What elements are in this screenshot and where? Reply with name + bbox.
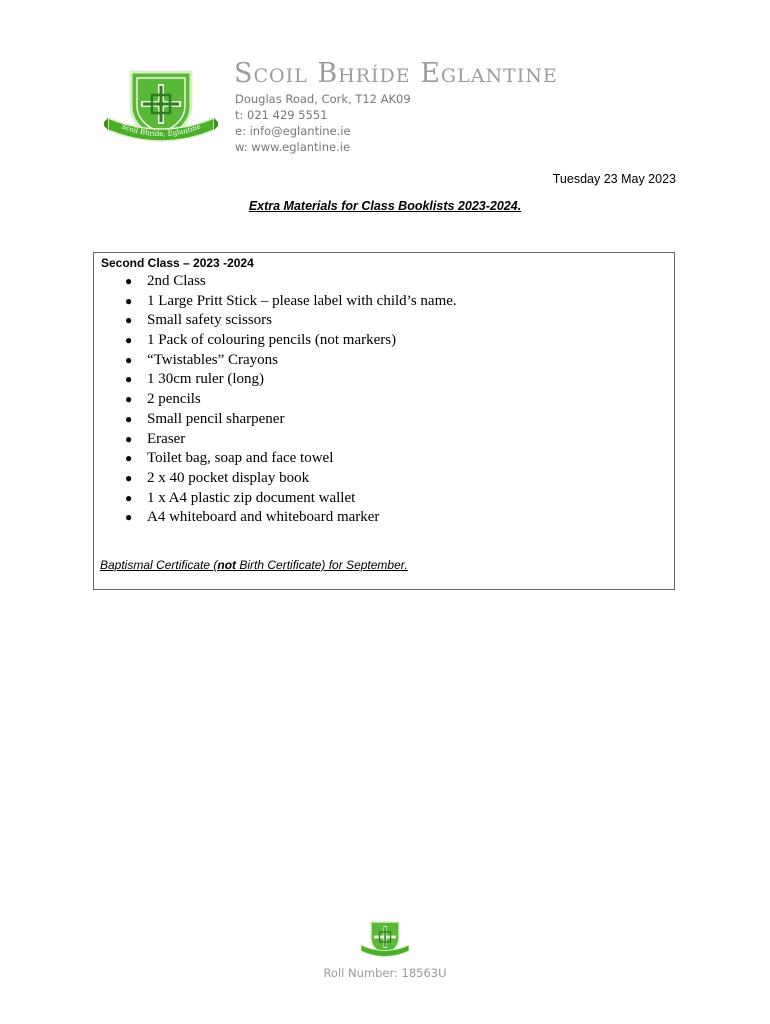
roll-number: Roll Number: 18563U [323,966,447,980]
list-item: ● 1 30cm ruler (long) [94,370,457,390]
list-item: ● “Twistables” Crayons [94,351,457,371]
bullet-icon: ● [125,431,133,446]
contact-block [235,91,411,155]
bullet-icon: ● [125,352,133,367]
email: e: info@eglantine.ie [235,124,351,138]
bullet-icon: ● [125,392,133,407]
bullet-icon: ● [125,293,133,308]
class-heading: Second Class – 2023 -2024 [101,256,254,270]
list-item: ● Eraser [94,430,457,450]
bullet-icon: ● [125,510,133,525]
bullet-icon: ● [125,274,133,288]
bullet-icon: ● [125,372,133,387]
bullet-icon: ● [125,490,133,505]
bullet-icon: ● [125,451,133,466]
letter-date: Tuesday 23 May 2023 [552,172,676,186]
list-item: ● 2nd Class [94,272,457,292]
list-item: ● 2 x 40 pocket display book [94,469,457,489]
list-item: ● A4 whiteboard and whiteboard marker [94,508,457,528]
website: w: www.eglantine.ie [235,140,351,154]
list-item: ● Small safety scissors [94,311,457,331]
bullet-icon: ● [125,313,133,328]
list-item: ● 2 pencils [94,390,457,410]
list-item: ● 1 Large Pritt Stick – please label with child’s name. [94,292,457,312]
list-item: ● Toilet bag, soap and face towel [94,449,457,469]
phone: t: 021 429 5551 [235,108,328,122]
list-item: ● 1 x A4 plastic zip document wallet [94,489,457,509]
bullet-icon: ● [125,470,133,485]
school-logo [104,66,218,146]
logo-banner-text: Scoil Bhríde, Eglantine [120,122,202,139]
bullet-icon: ● [125,411,133,426]
certificate-note: Baptismal Certificate (not Birth Certificate) for September. [100,558,408,572]
footer-logo [359,920,411,958]
document-title: Extra Materials for Class Booklists 2023-2024. [248,199,522,213]
address: Douglas Road, Cork, T12 AK09 [235,92,411,106]
materials-list [94,272,457,528]
materials-box [93,252,675,590]
list-item: ● 1 Pack of colouring pencils (not markers) [94,331,457,351]
list-item: ● Small pencil sharpener [94,410,457,430]
bullet-icon: ● [125,333,133,348]
school-name: Scoil Bhríde Eglantine [234,58,558,89]
